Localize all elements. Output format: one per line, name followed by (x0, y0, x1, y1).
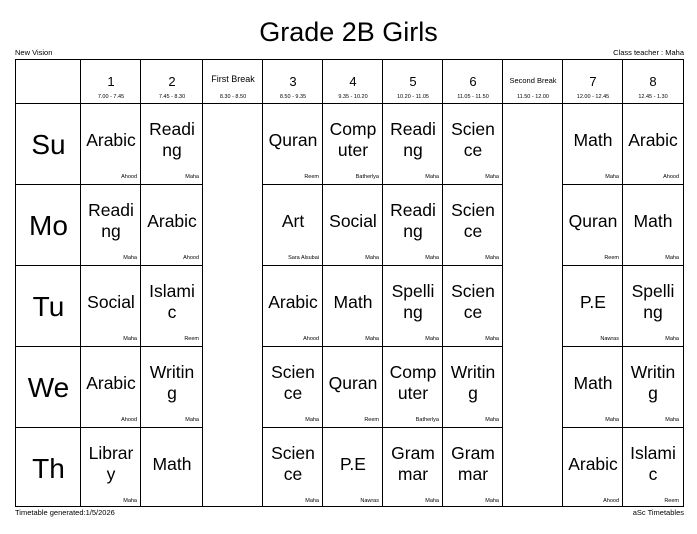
lesson-teacher: Maha (485, 255, 499, 261)
lesson-teacher: Maha (665, 336, 679, 342)
period-header (443, 60, 503, 104)
lesson-teacher: Maha (425, 255, 439, 261)
lesson-cell (81, 185, 141, 266)
lesson-teacher: Maha (485, 417, 499, 423)
lesson-teacher: Reem (184, 336, 199, 342)
lesson-subject: Comp uter (389, 362, 437, 403)
lesson-cell (383, 185, 443, 266)
day-label: Th (32, 452, 65, 484)
lesson-subject: Arabic (86, 129, 136, 150)
lesson-teacher: Maha (365, 336, 379, 342)
lesson-subject: Readi ng (149, 119, 195, 160)
lesson-subject: Math (573, 372, 613, 393)
lesson-cell (623, 266, 683, 347)
lesson-subject: Quran (268, 129, 318, 150)
day-label: Tu (32, 290, 65, 322)
lesson-cell (323, 185, 383, 266)
lesson-cell (623, 428, 683, 509)
lesson-teacher: Sara Alsubai (288, 255, 319, 261)
lesson-subject: Math (152, 453, 192, 474)
lesson-cell (141, 185, 203, 266)
period-number: 6 (469, 74, 477, 89)
period-time: 11.50 - 12.00 (516, 94, 549, 100)
day-label: We (27, 371, 70, 403)
lesson-cell (383, 104, 443, 185)
school-name: New Vision (15, 48, 53, 57)
lesson-teacher: Maha (485, 336, 499, 342)
lesson-subject: Islami c (149, 281, 195, 322)
lesson-teacher: Maha (425, 336, 439, 342)
lesson-teacher: Ahood (303, 336, 319, 342)
lesson-cell (263, 428, 323, 509)
lesson-teacher: Maha (185, 174, 199, 180)
period-time: 12.00 - 12.45 (576, 94, 610, 100)
lesson-cell (263, 104, 323, 185)
day-label: Su (31, 128, 66, 160)
class-teacher: Class teacher : Maha (613, 48, 684, 57)
page-title: Grade 2B Girls (259, 17, 438, 47)
lesson-cell (323, 104, 383, 185)
lesson-teacher: Maha (123, 336, 137, 342)
period-number: 3 (289, 74, 297, 89)
lesson-subject: Spelli ng (631, 281, 675, 322)
period-header (623, 60, 683, 104)
lesson-subject: Writin g (630, 362, 676, 403)
lesson-teacher: Batherlya (355, 174, 379, 180)
lesson-subject: P.E (580, 291, 606, 312)
lesson-cell (383, 266, 443, 347)
lesson-cell (563, 185, 623, 266)
lesson-cell (383, 347, 443, 428)
period-number: 5 (409, 74, 417, 89)
lesson-cell (443, 347, 503, 428)
period-header (323, 60, 383, 104)
lesson-cell (263, 185, 323, 266)
lesson-teacher: Maha (305, 498, 319, 504)
period-header (203, 60, 263, 104)
lesson-teacher: Ahood (183, 255, 199, 261)
lesson-subject: Writin g (450, 362, 496, 403)
lesson-subject: Social (87, 291, 135, 312)
lesson-cell (141, 428, 203, 509)
lesson-subject: Readi ng (390, 119, 436, 160)
period-time: 8.30 - 8.50 (219, 94, 247, 100)
lesson-subject: Readi ng (390, 200, 436, 241)
period-number: 8 (649, 74, 657, 89)
lesson-cell (81, 428, 141, 509)
lesson-subject: Math (573, 129, 613, 150)
lesson-subject: Comp uter (329, 119, 377, 160)
period-time: 8.50 - 9.35 (279, 94, 307, 100)
lesson-cell (323, 347, 383, 428)
lesson-subject: P.E (340, 453, 366, 474)
lesson-cell (623, 104, 683, 185)
period-header (263, 60, 323, 104)
lesson-cell (263, 266, 323, 347)
lesson-teacher: Maha (123, 498, 137, 504)
lesson-cell (443, 185, 503, 266)
lesson-teacher: Maha (605, 174, 619, 180)
lesson-subject: Islami c (630, 443, 676, 484)
lesson-subject: Arabic (628, 129, 678, 150)
lesson-cell (623, 347, 683, 428)
lesson-teacher: Maha (485, 498, 499, 504)
lesson-teacher: Reem (604, 255, 619, 261)
lesson-teacher: Reem (364, 417, 379, 423)
lesson-cell (81, 347, 141, 428)
lesson-cell (563, 266, 623, 347)
lesson-teacher: Batherlya (415, 417, 439, 423)
break-label: First Break (211, 74, 255, 84)
period-time: 7.00 - 7.45 (97, 94, 125, 100)
lesson-cell (383, 428, 443, 509)
lesson-cell (263, 347, 323, 428)
lesson-subject: Scien ce (271, 362, 315, 403)
lesson-teacher: Nawras (360, 498, 379, 504)
break-label: Second Break (509, 76, 557, 85)
lesson-subject: Scien ce (451, 200, 495, 241)
lesson-subject: Readi ng (88, 200, 134, 241)
lesson-subject: Gram mar (391, 443, 435, 484)
timetable-grid (15, 59, 684, 507)
lesson-cell (141, 347, 203, 428)
lesson-teacher: Ahood (121, 417, 137, 423)
period-time: 11.05 - 11.50 (457, 94, 489, 100)
lesson-subject: Spelli ng (391, 281, 435, 322)
lesson-cell (443, 266, 503, 347)
period-time: 7.45 - 8.30 (158, 94, 186, 100)
lesson-teacher: Nawras (600, 336, 619, 342)
period-number: 1 (107, 74, 115, 89)
period-header (563, 60, 623, 104)
lesson-teacher: Maha (305, 417, 319, 423)
lesson-teacher: Maha (665, 417, 679, 423)
lesson-teacher: Maha (185, 417, 199, 423)
lesson-subject: Gram mar (451, 443, 495, 484)
lesson-cell (81, 266, 141, 347)
period-header (141, 60, 203, 104)
lesson-subject: Social (329, 210, 377, 231)
period-time: 10.20 - 11.05 (396, 94, 429, 100)
lesson-cell (323, 266, 383, 347)
period-time: 12.45 - 1.30 (638, 94, 668, 100)
lesson-teacher: Ahood (603, 498, 619, 504)
lesson-subject: Writin g (149, 362, 195, 403)
lesson-teacher: Maha (665, 255, 679, 261)
lesson-teacher: Maha (425, 498, 439, 504)
lesson-cell (81, 104, 141, 185)
lesson-teacher: Maha (123, 255, 137, 261)
period-time: 9.35 - 10.20 (338, 94, 368, 100)
lesson-cell (443, 428, 503, 509)
lesson-subject: Arabic (568, 453, 618, 474)
lesson-cell (563, 347, 623, 428)
lesson-subject: Arabic (268, 291, 318, 312)
lesson-cell (563, 104, 623, 185)
lesson-subject: Librar y (88, 443, 134, 484)
lesson-cell (141, 266, 203, 347)
lesson-cell (443, 104, 503, 185)
lesson-subject: Quran (568, 210, 618, 231)
day-label: Mo (29, 209, 68, 241)
period-header (81, 60, 141, 104)
lesson-subject: Scien ce (451, 119, 495, 160)
lesson-cell (323, 428, 383, 509)
lesson-subject: Scien ce (451, 281, 495, 322)
lesson-teacher: Reem (664, 498, 679, 504)
lesson-subject: Arabic (147, 210, 197, 231)
lesson-teacher: Maha (365, 255, 379, 261)
lesson-teacher: Maha (425, 174, 439, 180)
lesson-teacher: Ahood (121, 174, 137, 180)
lesson-subject: Math (633, 210, 673, 231)
lesson-teacher: Maha (605, 417, 619, 423)
lesson-teacher: Ahood (663, 174, 679, 180)
lesson-cell (563, 428, 623, 509)
lesson-subject: Arabic (86, 372, 136, 393)
period-number: 4 (349, 74, 357, 89)
lesson-subject: Math (333, 291, 373, 312)
lesson-cell (623, 185, 683, 266)
generated-date: Timetable generated:1/5/2026 (15, 508, 115, 517)
lesson-subject: Art (281, 210, 305, 231)
lesson-teacher: Reem (304, 174, 319, 180)
period-number: 2 (168, 74, 176, 89)
period-number: 7 (589, 74, 597, 89)
period-header (383, 60, 443, 104)
lesson-teacher: Maha (485, 174, 499, 180)
lesson-cell (141, 104, 203, 185)
software-credit: aSc Timetables (632, 508, 684, 517)
lesson-subject: Quran (328, 372, 378, 393)
lesson-subject: Scien ce (271, 443, 315, 484)
period-header (503, 60, 563, 104)
